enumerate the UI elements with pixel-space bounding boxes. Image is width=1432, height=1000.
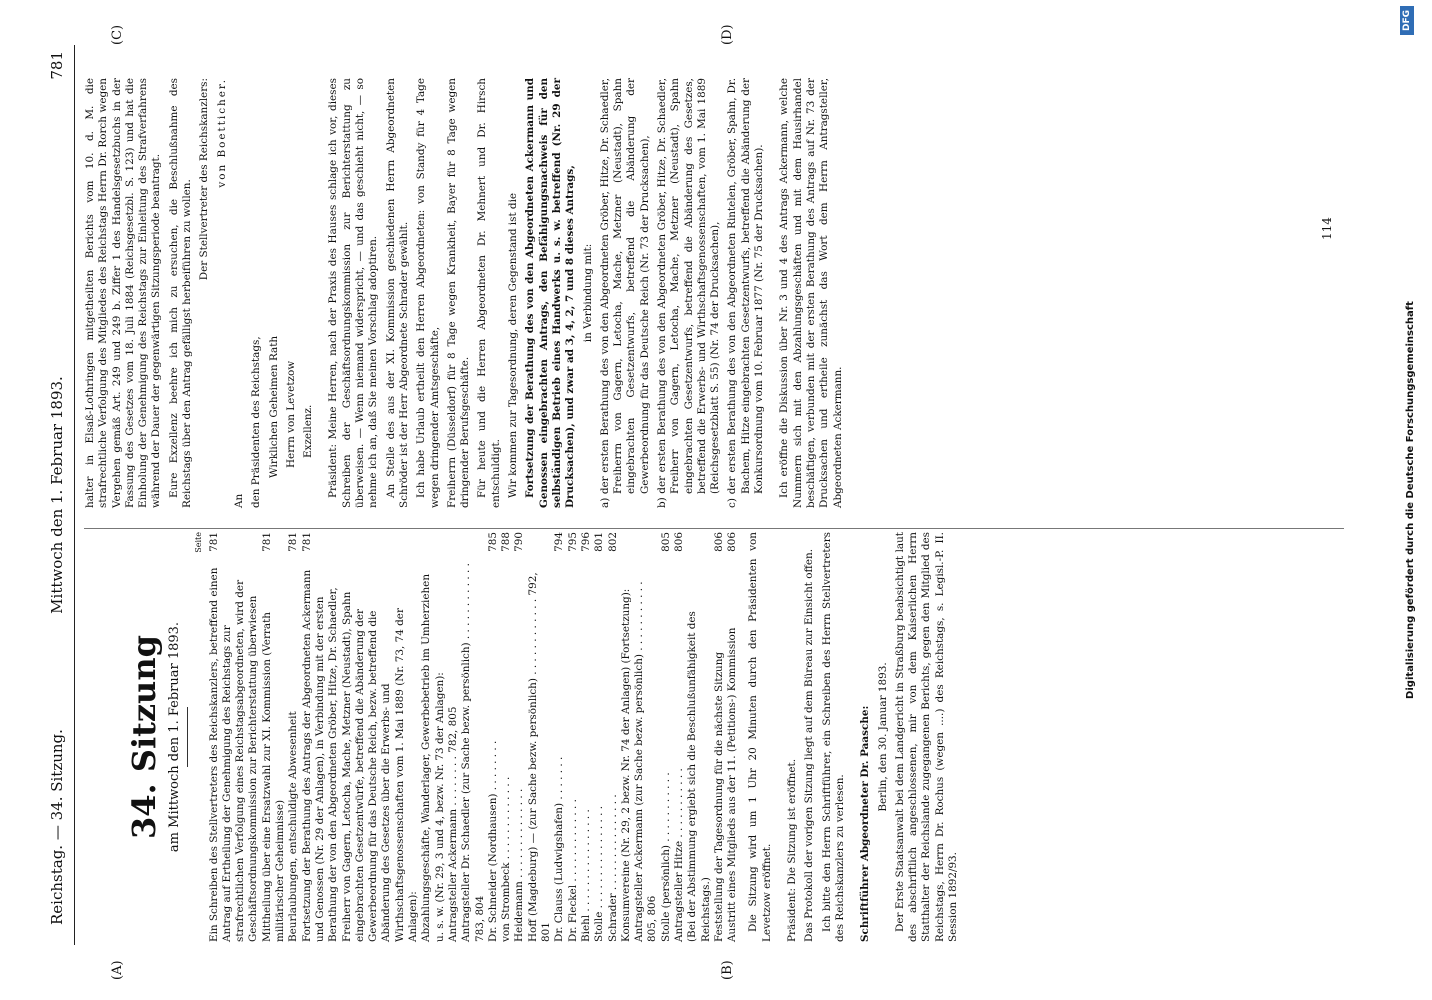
address-line-4: Herrn von Levetzow [284,360,297,468]
toc-entry-page: 781 [260,532,273,552]
agenda-subitem-c: c) der ersten Berathung des von den Abgeordneten Rintelen, Gröber, Spahn, Dr. Bachem, Hitze eingebrachten Gesetzentwurfs, betreffend die Abänderung der Konkursordnung vom 10. Februar 1877 (Nr. 75 der Drucksachen). [726,78,766,508]
toc-entry-text: Feststellung der Tagesordnung für die nächste Sitzung [712,651,725,942]
toc-entry-page: 788 [500,532,513,552]
letter-request: Eure Exzellenz beehre ich mich zu ersuchen, die Beschlußnahme des Reichstags über den Antrag gefälligst herbeiführen zu wollen. [167,78,194,508]
toc-entry-text: Hoff (Magdeburg) — (zur Sache bezw. persönlich) . . . . . . . . . . . . 792, 801 [526,572,553,942]
toc-entry [713,532,726,942]
toc-entry-text: Ein Schreiben des Stellvertreters des Reichskanzlers, betreffend einen Antrag auf Ertheilung der Genehmigung des Reichstags zur strafrechtlichen Verfolgung eines Reichstagsabgeordneten, wird der Geschäftsordnungskommission zur Berichterstattung überwiesen [207,567,260,942]
president-statement-3: Ich bitte den Herrn Schriftführer, ein Schreiben des Herrn Stellvertreters des Reichskanzlers zu verlesen. [820,532,846,942]
toc-entry [580,532,593,942]
toc-entry [726,532,739,942]
toc-entry-text: Dr. Fleckel . . . . . . . . . . . . . [566,799,579,942]
toc-entry-text: Dr. Schneider (Nordhausen) . . . . . . . . [486,740,499,942]
page-number: 781 [48,51,66,80]
toc-entry [301,532,421,942]
toc-entry-page: 806 [726,532,739,552]
agenda-subitem-a: a) der ersten Berathung des von den Abgeordneten Gröber, Hitze, Dr. Schaedler, Freiherrn von Gagern, Letocha, Mache, Metzner (Neustadt), Spahn eingebrachten Gesetzentwurfs, betreffend die Abänderung der Gewerbeordnung für das Deutsche Reich (Nr. 73 der Drucksachen), [598,78,651,508]
toc-entry-text: (Bei der Abstimmung ergiebt sich die Beschlußunfähigkeit des Reichstags.) [686,611,712,942]
seite-label: Seite [194,532,204,553]
signature-title: Der Stellvertreter des Reichskanzlers: [198,78,211,281]
toc-entry [513,532,526,942]
toc-entry-text: Abzahlungsgeschäfte, Wanderlager, Gewerbebetrieb im Umherziehen u. s. w. (Nr. 29, 3 und 4, bezw. Nr. 73 der Anlagen): [420,573,446,942]
margin-letter-d: (D) [720,24,735,45]
toc-entry-text: Fortsetzung der Berathung des Antrags der Abgeordneten Ackermann und Genossen (Nr. 29 der Anlagen), in Verbindung mit der ersten Berathung der von den Abgeordneten Gröber, Hitze, Dr. Schaedler, Freiherr von Gagern, Letocha, Mache, Metzner (Neustadt), Spahn eingebrachten Gesetzentwürfe, betreffend die Abänderung der Gewerbeordnung für das Deutsche Reich, bezw. betreffend die Abänderung des Gesetzes über die Erwerbs- und Wirthschaftsgenossenschaften vom 1. Mai 1889 (Nr. 73, 74 der Anlagen): [300,569,420,942]
toc-entry-page: 781 [287,532,300,552]
letter-body: Der Erste Staatsanwalt bei dem Landgericht in Straßburg beabsichtigt laut des abschriftlich angeschlossenen, mir von dem Kaiserlichen Herrn Statthalter der Reichslande zugegangenen Berichts, gegen den Mitglied des Reichstags, Herrn Dr. Rochus (wegen ....) des Reichstags, s. Legisl.-P. II. Session 1892/93. [893,532,960,942]
toc-entry [527,532,554,942]
toc-entry-page: 785 [486,532,499,552]
toc-entry-text: Stolle (persönlich) . . . . . . . . . . . [659,772,672,942]
secretary-line: Schriftführer Abgeordneter Dr. Paasche: [859,705,872,942]
toc-entry [686,532,713,942]
toc-entry-text: Antragsteller Ackermann . . . . . . . . 782, 805 [446,706,459,942]
letter-place-date: Berlin, den 30. Januar 1893. [876,662,889,812]
header-left: Reichstag. — 34. Sitzung. [48,729,66,925]
president-statement-2: Das Protokoll der vorigen Sitzung liegt auf dem Büreau zur Einsicht offen. [803,548,816,942]
toc-entry-page: 796 [579,532,592,552]
toc-entry [420,532,447,942]
toc-entry [633,532,660,942]
toc-entry-text: Antragsteller Hitze . . . . . . . . . . . [672,768,685,942]
toc-entry-page: 781 [300,532,313,552]
toc-entry [447,532,460,942]
header-date: Mittwoch den 1. Februar 1893. [48,376,66,614]
signature-number: 114 [1320,217,1334,240]
toc-entry [261,532,288,942]
toc-entry [208,532,261,942]
toc-entry [660,532,673,942]
toc-entry-text: Mittheilung über eine Ersatzwahl zur XI. Kommission (Verrath militärischer Geheimnisse) [260,612,287,942]
opening-paragraph: Die Sitzung wird um 1 Uhr 20 Minuten durch den Präsidenten von Levetzow eröffnet. [747,532,773,942]
toc-entry-page: 794 [553,532,566,552]
toc-entry-page: 781 [207,532,220,552]
toc-entry-page: 802 [606,532,619,552]
margin-letter-b: (B) [720,960,735,980]
margin-letter-c: (C) [110,24,125,45]
title-rule [187,707,188,767]
discussion-opening: Ich eröffne die Diskussion über Nr. 3 und 4 des Antrags Ackermann, welche Nummern sich mit den Abzahlungsgeschäften und mit dem Hausirhandel beschäftigen, verbunden mit der ersten Berathung des Antrags auf Nr. 73 der Drucksachen und ertheile zunächst das Wort dem Herrn Antragsteller, Abgeordneten Ackermann. [778,78,844,508]
address-line-3: Wirklichen Geheimen Rath [267,335,280,478]
leave-granted-2: Freiherrn (Düsseldorf) für 8 Tage wegen Krankheit, Bayer für 8 Tage wegen dringender Berufsgeschäfte. [445,78,472,508]
leave-granted: Ich habe Urlaub ertheilt den Herren Abgeordneten: von Standy für 4 Tage wegen dringender Amtsgeschäfte, [415,78,441,508]
agenda-item: Fortsetzung der Berathung des von den Abgeordneten Ackermann und Genossen eingebrachten Antrags, den Befähigungsnachweis für den selbständigen Betrieb eines Handwerks u. s. w. betreffend (Nr. 29 der Drucksachen), und zwar ad 3, 4, 2, 7 und 8 dieses Antrags, [524,78,577,508]
toc-entry [593,532,606,942]
page-header [40,45,75,945]
toc-entry-text: Biehl . . . . . . . . . . . . . . . . [579,809,592,942]
toc-entry [673,532,686,942]
toc-entry-text: Konsumvereine (Nr. 29, 2 bezw. Nr. 74 der Anlagen) (Fortsetzung): [619,588,632,942]
address-line-1: An [232,493,245,508]
toc-entry [607,532,620,942]
agenda-subitem-b: b) der ersten Berathung des von den Abgeordneten Gröber, Hitze, Dr. Schaedler, Freiherr von Gagern, Letocha, Mache, Metzner (Neustadt), Spahn eingebrachten Gesetzentwurfs, betreffend die Abänderung des Gesetzes, betreffend die Erwerbs- und Wirthschaftsgenossenschaften, vom 1. Mai 1889 (Reichsgesetzblatt S. 55) (Nr. 74 der Drucksachen), [655,78,722,508]
president-proposal: Präsident: Meine Herren, nach der Praxis des Hauses schlage ich vor, dieses Schreiben der Geschäftsordnungskommission zur Berichterstattung zu überweisen. — Wenn niemand widerspricht, — und das geschieht nicht, — so nehme ich an, daß Sie meinen Vorschlag adoptiren. [327,78,380,508]
session-title: 34. Sitzung [125,635,163,839]
toc-entry-text: Stolle . . . . . . . . . . . . . . . . [593,805,606,942]
toc-entry-text: Antragsteller Ackermann (zur Sache bezw. persönlich) . . . . . . . . . . . 805, 806 [633,581,659,942]
toc-entry [500,532,513,942]
toc-entry-text: Dr. Clauss (Ludwigshafen) . . . . . . . [553,756,566,942]
toc-entry-text: Heidemann . . . . . . . . . . . . . . [513,788,526,942]
excused-members: Für heute und die Herren Abgeordneten Dr. Mehnert und Dr. Hirsch entschuldigt. [476,78,502,508]
toc-entry-page: 806 [672,532,685,552]
dfg-logo: DFG [1400,6,1414,35]
toc-entry [553,532,566,942]
toc-entry-text: Austritt eines Mitglieds aus der 11. (Petitions-) Kommission [726,627,739,942]
address-line-2: den Präsidenten des Reichstags, [250,336,263,508]
toc-entry-page: 790 [513,532,526,552]
commission-replacement: An Stelle des aus der XI. Kommission geschiedenen Herrn Abgeordneten Schröder ist der Herr Abgeordnete Schrader gewählt. [384,78,410,508]
toc-entry-page: 806 [712,532,725,552]
toc-entry [620,532,633,942]
toc-entry-text: Schrader . . . . . . . . . . . . . . . [606,794,619,942]
toc-entry-page: 795 [566,532,579,552]
toc-entry [567,532,580,942]
agenda-connection: in Verbindung mit: [581,243,594,343]
toc-entry-text: Antragsteller Dr. Schaedler (zur Sache bezw. persönlich) . . . . . . . . . . . . 783, 804 [460,563,486,942]
session-subtitle: am Mittwoch den 1. Februar 1893. [167,621,182,853]
letter-continuation: halter in Elsaß-Lothringen mitgetheilten Berichts vom 10. d. M. die strafrechtliche Verfolgung des Mitgliedes des Reichstags Herrn Dr. Rorch wegen Vergehen gemäß Art. 249 und 249 b. Ziffer 1 des Handelsgesetzbuchs in der Fassung des Gesetzes vom 18. Juli 1884 (Reichsgesetzbl. S. 123) und hat die Einholung der Genehmigung des Reichstags zur Einleitung des Strafverfahrens während der Dauer der gegenwärtigen Sitzungsperiode beantragt. [84,78,163,508]
address-line-5: Exzellenz. [302,404,315,458]
table-of-contents [208,532,740,942]
right-column [84,78,1344,508]
toc-entry-text: von Strombeck . . . . . . . . . . . . . [500,776,513,942]
president-statement-1: Präsident: Die Sitzung ist eröffnet. [786,758,799,942]
agenda-intro: Wir kommen zur Tagesordnung, deren Gegenstand ist die [507,192,520,498]
toc-entry-page: 805 [659,532,672,552]
funding-note: Digitalisierung gefördert durch die Deutsche Forschungsgemeinschaft [1405,301,1416,699]
left-column [84,532,1344,942]
column-divider [84,528,1344,529]
toc-entry [487,532,500,942]
toc-entry [460,532,487,942]
toc-entry [287,532,300,942]
toc-entry-text: Beurlaubungen, entschuldigte Abwesenheit [287,711,300,942]
toc-entry-page: 801 [593,532,606,552]
margin-letter-a: (A) [110,960,125,980]
signature-name: von Boetticher. [215,78,228,188]
